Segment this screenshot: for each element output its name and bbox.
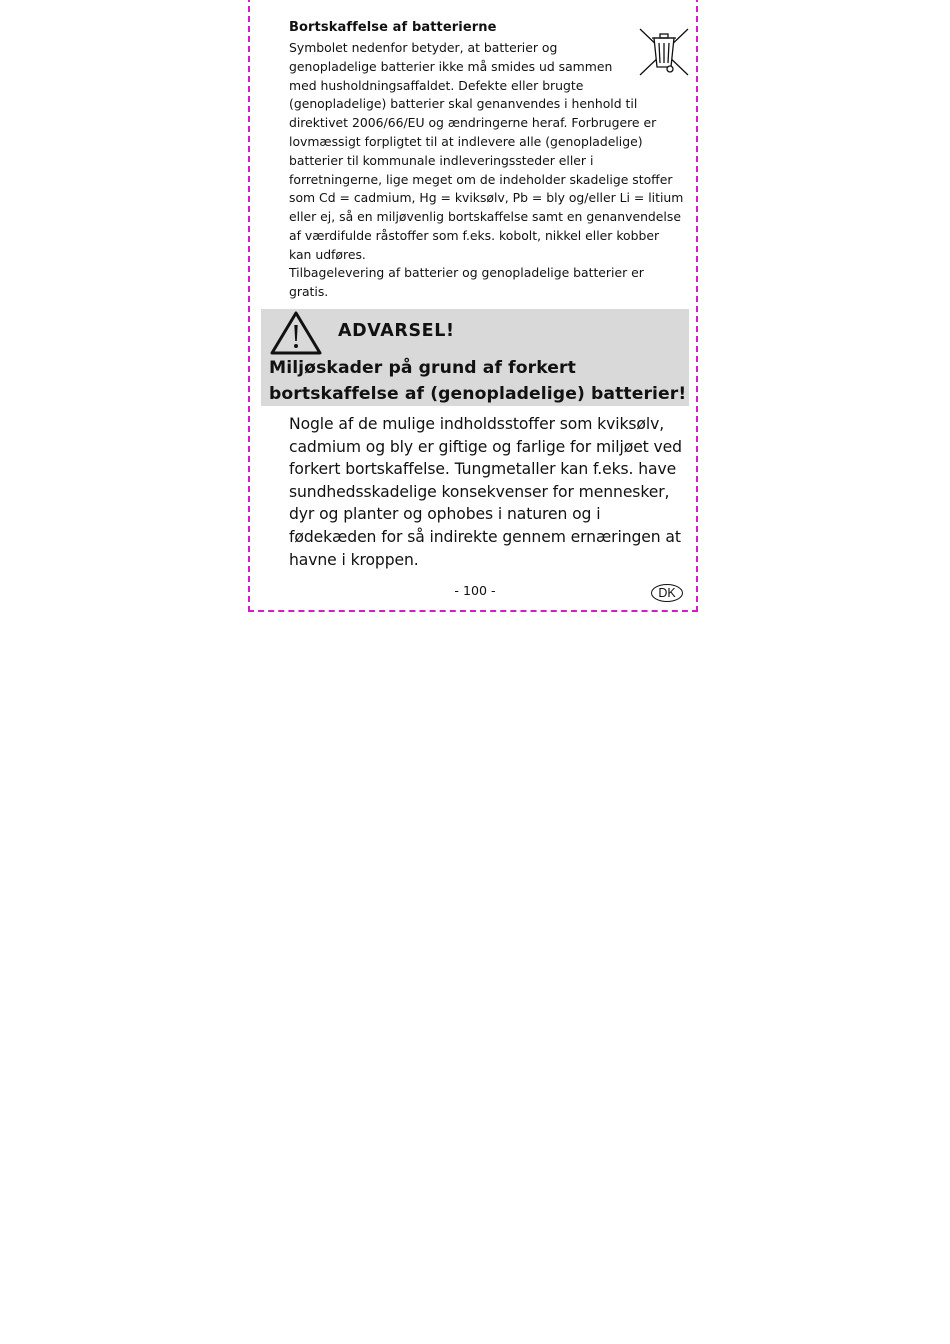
warning-subheading: Miljøskader på grund af forkert bortskaffelse af (genopladelige) batterier! — [269, 358, 687, 404]
disposal-intro: Symbolet nedenfor betyder, at batterier og genopladelige batterier ikke må smides ud sammen med husholdningsaffaldet. — [289, 40, 613, 93]
language-badge: DK — [651, 584, 683, 602]
crossed-out-wheelie-bin-icon — [638, 27, 690, 77]
disposal-title: Bortskaffelse af batterierne — [289, 20, 497, 35]
page-number: - 100 - — [454, 583, 496, 598]
disposal-paragraph — [289, 39, 684, 265]
warning-box — [261, 309, 689, 406]
return-note: Tilbagelevering af batterier og genopladelige batterier er gratis. — [289, 265, 644, 299]
warning-heading: ADVARSEL! — [338, 321, 455, 341]
warning-body: Nogle af de mulige indholdsstoffer som kviksølv, cadmium og bly er giftige og farlige for miljøet ved forkert bortskaffelse. Tungmetaller kan f.eks. have sundhedsskadelige konsekvenser for mennesker, dyr og planter og ophobes i naturen og i fødekæden for så indirekte gennem ernæringen at havne i kroppen. — [289, 415, 682, 569]
disposal-body: Defekte eller brugte (genopladelige) batterier skal genanvendes i henhold til direktivet 2006/66/EU og ændringerne heraf. Forbrugere er lovmæssigt forpligtet til at indlevere alle (genopladelige) batterier til kommunale indleveringssteder eller i forretningerne, lige meget om de indeholder skadelige stoffer som Cd = cadmium, Hg = kviksølv, Pb = bly og/eller Li = litium eller ej, så en miljøvenlig bortskaffelse samt en genanvendelse af værdifulde råstoffer som f.eks. kobolt, nikkel eller kobber kan udføres. — [289, 77, 684, 262]
warning-triangle-icon — [269, 310, 323, 356]
